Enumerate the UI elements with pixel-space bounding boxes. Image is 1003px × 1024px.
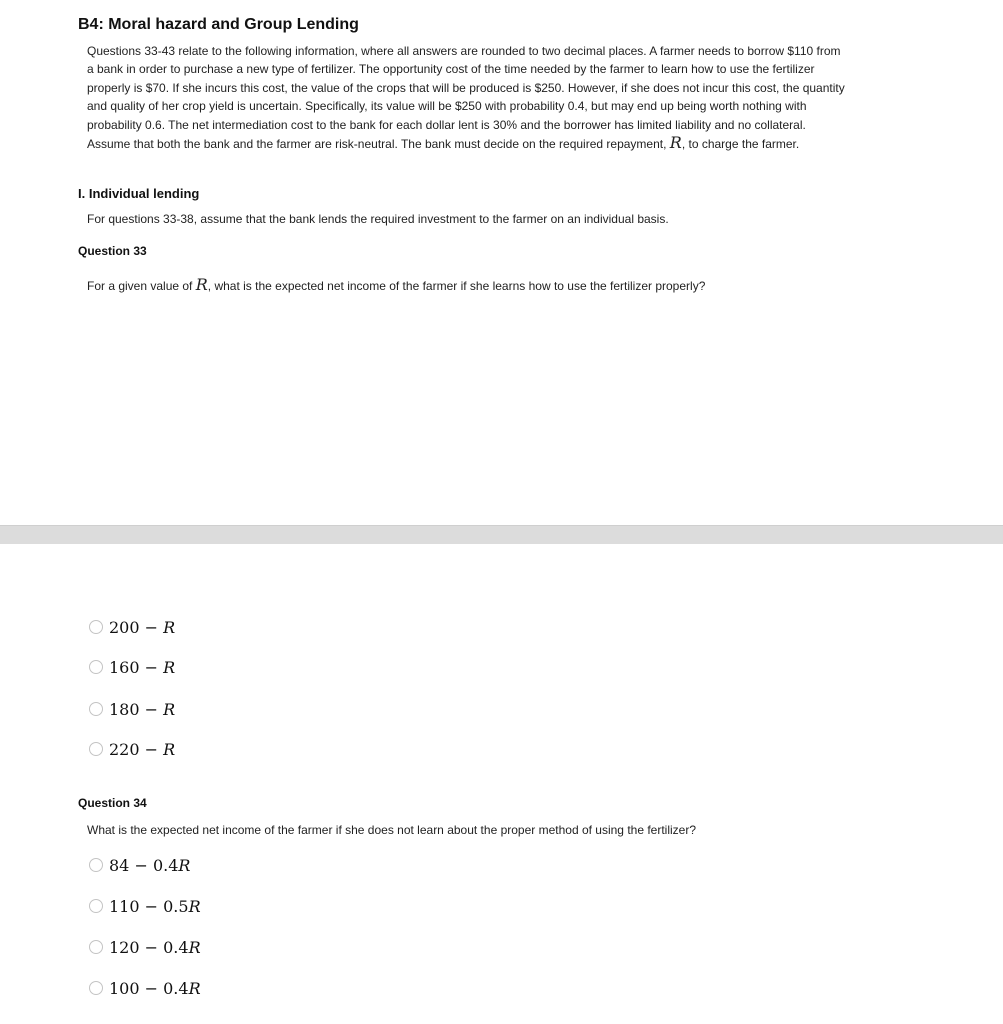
radio-icon[interactable] (89, 858, 103, 872)
q34-option-a[interactable] (89, 855, 190, 875)
q34-option-b-label: 110 − 0.5R (109, 896, 201, 916)
q34-option-b[interactable] (89, 896, 201, 916)
individual-lending-note: For questions 33-38, assume that the bank lends the required investment to the farmer on an individual basis. (87, 212, 669, 226)
question-34-label: Question 34 (78, 796, 147, 810)
q33-option-b-label: 160 − R (109, 657, 176, 677)
question-33-text: For a given value of R, what is the expected net income of the farmer if she learns how to use the fertilizer properly? (87, 275, 706, 294)
question-33-variable: R (195, 275, 208, 294)
radio-icon[interactable] (89, 899, 103, 913)
q33-option-d[interactable] (89, 739, 175, 759)
q34-option-d[interactable] (89, 978, 201, 998)
page-divider (0, 525, 1003, 544)
q33-option-c-label: 180 − R (109, 699, 176, 719)
question-34-text: What is the expected net income of the farmer if she does not learn about the proper method of using the fertilizer? (87, 823, 697, 837)
radio-icon[interactable] (89, 660, 103, 674)
radio-icon[interactable] (89, 702, 103, 716)
q33-option-a-label: 200 − R (109, 617, 176, 637)
section-title: B4: Moral hazard and Group Lending (78, 16, 359, 33)
intro-text: Questions 33-43 relate to the following information, where all answers are rounded to two decimal places. A farmer needs to borrow $110 from a bank in order to purchase a new type of fertilizer. The opportunity cost of the time needed by the farmer to learn how to use the fertilizer properly is $70. If she incurs this cost, the value of the crops that will be produced is $250. However, if she does not incur this cost, the quantity and quality of her crop yield is uncertain. Specifically, its value will be $250 with probability 0.4, but may end up being worth nothing with probability 0.6. The net intermediation cost to the bank for each dollar lent is 30% and the borrower has limited liability and no collateral. Assume that both the bank and the farmer are risk-neutral. The bank must decide on the required repayment, (87, 44, 845, 152)
q33-option-c[interactable] (89, 699, 175, 719)
q34-option-c[interactable] (89, 937, 201, 957)
q33-option-a[interactable] (89, 617, 175, 637)
q33-option-d-label: 220 − R (109, 739, 176, 759)
radio-icon[interactable] (89, 981, 103, 995)
repayment-variable: R (669, 133, 682, 153)
radio-icon[interactable] (89, 742, 103, 756)
radio-icon[interactable] (89, 620, 103, 634)
question-33-label: Question 33 (78, 244, 147, 258)
q34-option-c-label: 120 − 0.4R (109, 937, 201, 957)
radio-icon[interactable] (89, 940, 103, 954)
q34-option-d-label: 100 − 0.4R (109, 978, 201, 998)
q33-option-b[interactable] (89, 657, 175, 677)
q34-option-a-label: 84 − 0.4R (109, 855, 191, 875)
intro-paragraph (87, 42, 847, 153)
intro-text-end: , to charge the farmer. (681, 137, 800, 152)
individual-lending-heading: I. Individual lending (78, 186, 200, 201)
